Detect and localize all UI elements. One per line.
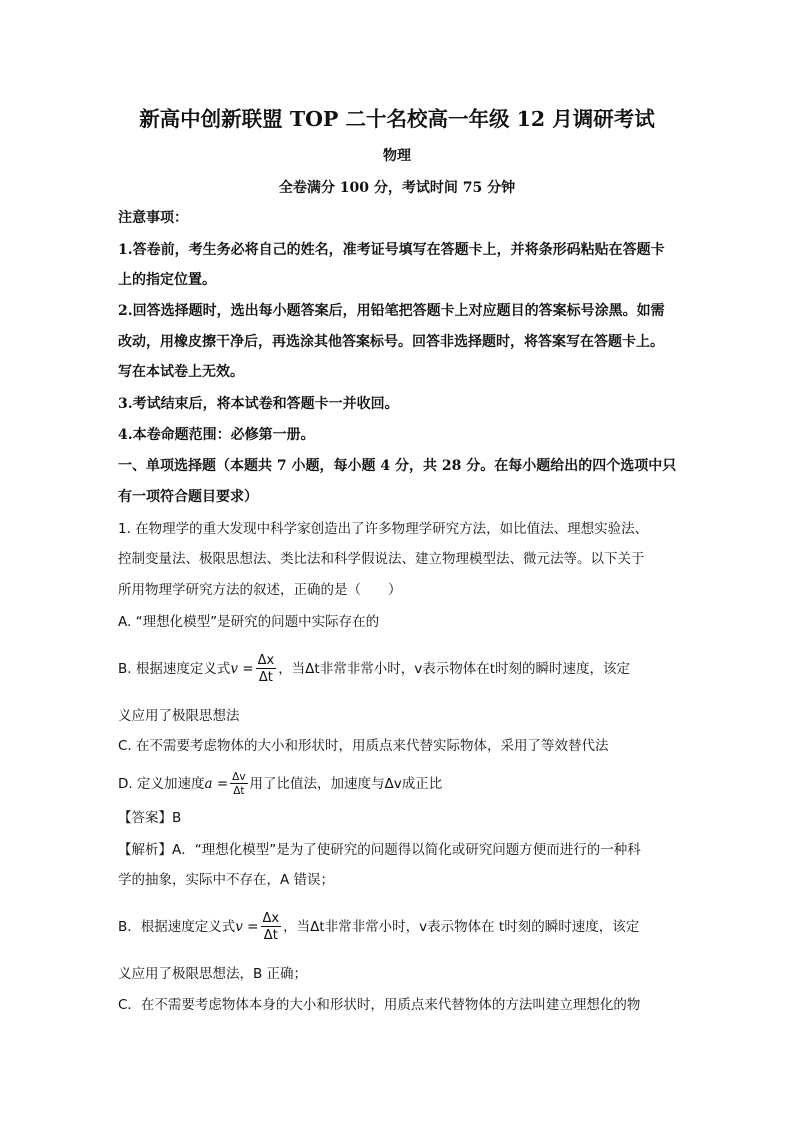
exam-info: 全卷满分 100 分，考试时间 75 分钟 [278, 180, 516, 196]
acceleration-denominator: Δt [233, 785, 245, 797]
notice-heading: 注意事项： [118, 210, 188, 226]
option-c: C. 在不需要考虑物体的大小和形状时，用质点来代替实际物体，采用了等效替代法 [118, 738, 609, 754]
subject-label: 物理 [383, 148, 411, 164]
notice-item-2-line-3: 写在本试卷上无效。 [118, 364, 244, 380]
answer-line [118, 808, 181, 828]
notice-item-1-line-1: 1.答卷前，考生务必将自己的姓名，准考证号填写在答题卡上，并将条形码粘贴在答题卡 [118, 242, 665, 258]
notice-item-2-line-1: 2.回答选择题时，选出每小题答案后，用铅笔把答题卡上对应题目的答案标号涂黑。如需 [118, 303, 665, 319]
velocity-numerator-2: Δx [262, 911, 280, 926]
option-b-line-2: 义应用了极限思想法 [118, 708, 240, 724]
analysis-b-suffix: ，当Δt非常非常小时，v表示物体在 t时刻的瞬时速度，该定 [283, 919, 640, 935]
option-b-prefix: B. 根据速度定义式 [118, 661, 231, 677]
velocity-fraction-2 [261, 912, 282, 942]
analysis-a-text: A．“理想化模型”是为了使研究的问题得以简化或研究问题方便而进行的一种科 [172, 842, 641, 858]
question-1-stem-line-2: 控制变量法、极限思想法、类比法和科学假说法、建立物理模型法、微元法等。以下关于 [118, 551, 645, 567]
acceleration-fraction [230, 772, 247, 797]
answer-label: 【答案】 [118, 810, 172, 826]
analysis-b-prefix: B．根据速度定义式 [118, 919, 236, 935]
analysis-b-line-2: 义应用了极限思想法，B 正确； [118, 966, 308, 982]
option-d-suffix: 用了比值法，加速度与Δv成正比 [249, 776, 443, 792]
option-d [118, 766, 442, 802]
answer-value: B [172, 810, 182, 826]
page-title: 新高中创新联盟 TOP 二十名校高一年级 12 月调研考试 [139, 107, 655, 131]
analysis-label: 【解析】 [118, 842, 172, 858]
formula-v-lhs: v = [230, 661, 254, 677]
formula-a-lhs: a = [204, 776, 229, 792]
option-b-line-1 [118, 650, 630, 688]
velocity-denominator: Δt [258, 670, 273, 685]
option-b-suffix: ，当Δt非常非常小时，v表示物体在t时刻的瞬时速度，该定 [278, 661, 630, 677]
section-heading-line-2: 有一项符合题目要求） [118, 489, 258, 505]
acceleration-numerator: Δv [232, 770, 246, 783]
analysis-c-line-1: C．在不需要考虑物体本身的大小和形状时，用质点来代替物体的方法叫建立理想化的物 [118, 997, 641, 1013]
analysis-b-line-1 [118, 908, 639, 946]
velocity-numerator: Δx [257, 653, 275, 668]
notice-item-1-line-2: 上的指定位置。 [118, 272, 216, 288]
notice-item-3: 3.考试结束后，将本试卷和答题卡一并收回。 [118, 396, 399, 412]
velocity-denominator-2: Δt [263, 928, 278, 943]
question-1-stem-line-3: 所用物理学研究方法的叙述，正确的是（ ） [118, 582, 402, 598]
notice-item-4: 4.本卷命题范围：必修第一册。 [118, 427, 315, 443]
analysis-a-line-2: 学的抽象，实际中不存在，A 错误； [118, 872, 335, 888]
analysis-a-line-1 [118, 840, 641, 860]
option-d-prefix: D. 定义加速度 [118, 776, 205, 792]
notice-item-2-line-2: 改动，用橡皮擦干净后，再选涂其他答案标号。回答非选择题时，将答案写在答题卡上。 [118, 334, 664, 350]
formula-v-lhs-2: v = [235, 919, 259, 935]
velocity-fraction [256, 654, 277, 684]
section-heading-line-1: 一、单项选择题（本题共 7 小题，每小题 4 分，共 28 分。在每小题给出的四个选项中只 [118, 458, 677, 474]
option-a: A. “理想化模型”是研究的问题中实际存在的 [118, 614, 380, 630]
question-1-stem-line-1: 1. 在物理学的重大发现中科学家创造出了许多物理学研究方法，如比值法、理想实验法、 [118, 521, 649, 537]
